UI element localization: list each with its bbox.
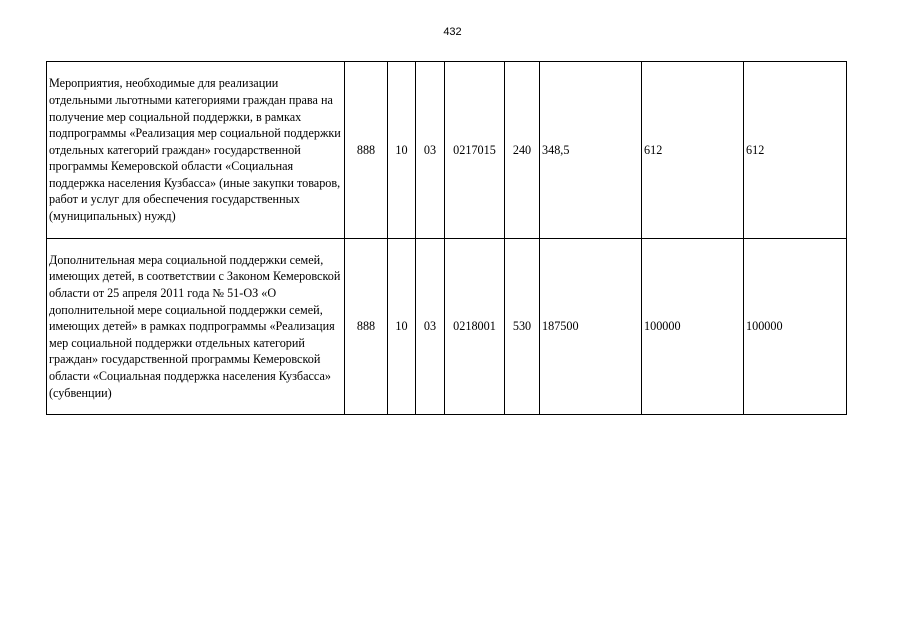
- amount-3: 100000: [744, 239, 847, 415]
- row-description: Мероприятия, необходимые для реализации отдельными льготными категориями граждан права на получение мер социальной поддержки, в рамках подпрограммы «Реализация мер социальной поддержки отдельных категорий граждан» государственной программы Кемеровской области «Социальная поддержка населения Кузбасса» (иные закупки товаров, работ и услуг для обеспечения государственных (муниципальных) нужд): [47, 62, 345, 239]
- amount-2: 100000: [642, 239, 744, 415]
- page-number: 432: [443, 26, 462, 38]
- target-article-code: 0217015: [445, 62, 505, 239]
- row-description: Дополнительная мера социальной поддержки семей, имеющих детей, в соответствии с Законом Кемеровской области от 25 апреля 2011 года № 51-ОЗ «О дополнительной мере социальной поддержки семей, имеющих детей» в рамках подпрограммы «Реализация мер социальной поддержки отдельных категорий граждан» государственной программы Кемеровской области «Социальная поддержка населения Кузбасса» (субвенции): [47, 239, 345, 415]
- section-code: 10: [388, 62, 416, 239]
- budget-table: [46, 61, 847, 415]
- amount-3: 612: [744, 62, 847, 239]
- table-row: [47, 239, 847, 415]
- ministry-code: 888: [345, 62, 388, 239]
- amount-1: 187500: [540, 239, 642, 415]
- expense-type-code: 530: [505, 239, 540, 415]
- table-row: [47, 62, 847, 239]
- expense-type-code: 240: [505, 62, 540, 239]
- target-article-code: 0218001: [445, 239, 505, 415]
- subsection-code: 03: [416, 62, 445, 239]
- section-code: 10: [388, 239, 416, 415]
- ministry-code: 888: [345, 239, 388, 415]
- amount-2: 612: [642, 62, 744, 239]
- amount-1: 348,5: [540, 62, 642, 239]
- subsection-code: 03: [416, 239, 445, 415]
